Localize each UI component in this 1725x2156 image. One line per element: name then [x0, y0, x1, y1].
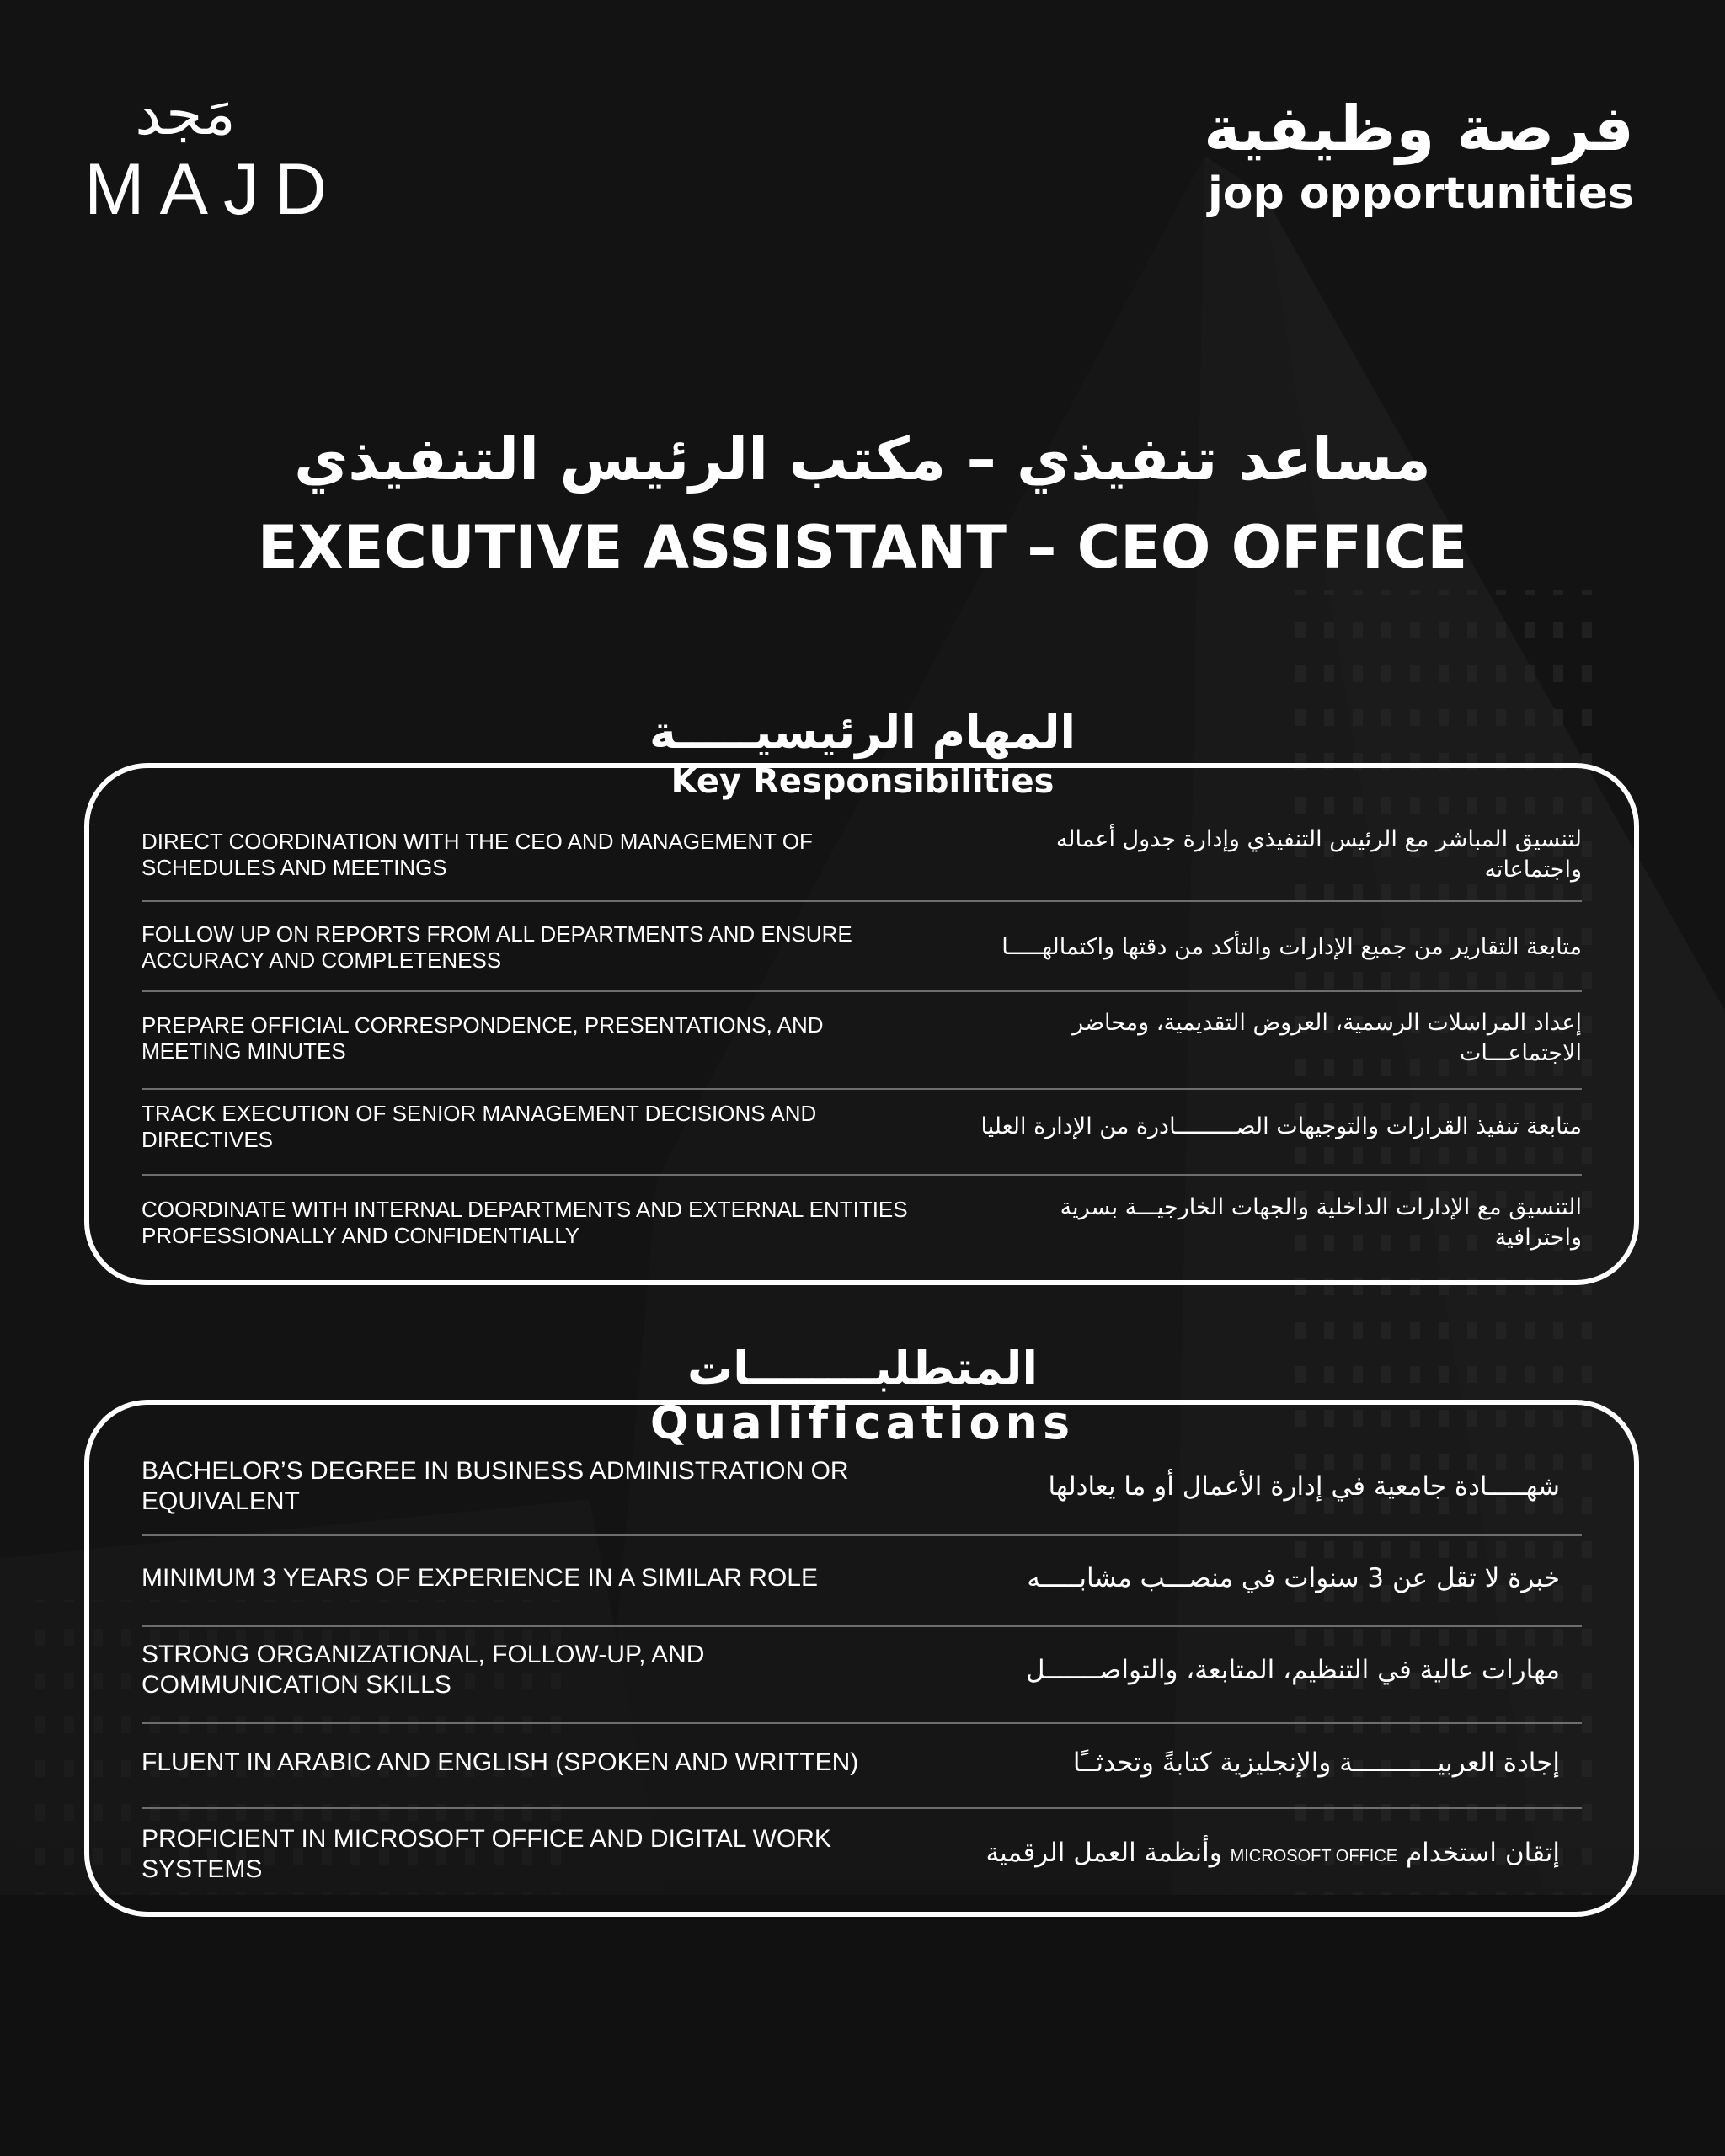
qualification-arabic	[953, 1838, 1582, 1871]
qualification-english: FLUENT IN ARABIC AND ENGLISH (SPOKEN AND WRITTEN)	[142, 1748, 859, 1776]
responsibility-english: DIRECT COORDINATION WITH THE CEO AND MANAGEMENT OF SCHEDULES AND MEETINGS	[142, 829, 813, 880]
responsibilities-heading-english: Key Responsibilities	[670, 762, 1055, 801]
row-divider	[142, 900, 1582, 902]
qualification-row	[142, 1641, 1582, 1699]
job-title-arabic: مساعد تنفيذي – مكتب الرئيس التنفيذي	[294, 424, 1431, 494]
qualification-arabic: مهارات عالية في التنظيم، المتابعة، والتواصـــــــل	[1026, 1655, 1560, 1685]
responsibilities-heading-arabic: المهام الرئيسيـــــة	[649, 706, 1076, 759]
row-divider	[142, 1534, 1582, 1536]
responsibility-row	[142, 914, 1582, 981]
qualification-row	[142, 1825, 1582, 1883]
qualification-english: BACHELOR’S DEGREE IN BUSINESS ADMINISTRATION OR EQUIVALENT	[142, 1457, 849, 1515]
responsibility-english: TRACK EXECUTION OF SENIOR MANAGEMENT DECISIONS AND DIRECTIVES	[142, 1101, 817, 1152]
qualifications-heading	[0, 1339, 1725, 1449]
qualification-arabic: إجادة العربيـــــــــــة والإنجليزية كتابةً وتحدثــًا	[1072, 1748, 1560, 1778]
responsibility-english: PREPARE OFFICIAL CORRESPONDENCE, PRESENTATIONS, AND MEETING MINUTES	[142, 1012, 824, 1064]
badge-arabic: فرصة وظيفية	[1204, 93, 1634, 165]
qualification-arabic: خبرة لا تقل عن 3 سنوات في منصـــب مشابـــــه	[1027, 1563, 1560, 1593]
logo-arabic-text: مَجد	[135, 79, 236, 148]
responsibility-arabic: متابعة تنفيذ القرارات والتوجيهات الصـــــــــادرة من الإدارة العليا	[980, 1113, 1582, 1139]
qualification-arabic-start: إتقان استخدام	[1405, 1838, 1560, 1868]
row-divider	[142, 1722, 1582, 1724]
row-divider	[142, 1174, 1582, 1176]
qualification-arabic-end: وأنظمة العمل الرقمية	[985, 1838, 1222, 1868]
row-divider	[142, 1625, 1582, 1627]
qualification-row	[142, 1737, 1582, 1788]
job-opportunity-badge	[1204, 91, 1634, 221]
responsibility-arabic: لتنسيق المباشر مع الرئيس التنفيذي وإدارة جدول أعماله واجتماعاته	[1055, 826, 1582, 883]
qualification-arabic: شهـــــادة جامعية في إدارة الأعمال أو ما يعادلها	[1048, 1471, 1560, 1502]
responsibilities-heading	[0, 703, 1725, 801]
responsibility-row	[142, 1005, 1582, 1072]
responsibility-arabic: التنسيق مع الإدارات الداخلية والجهات الخارجيـــة بسرية واحترافية	[1060, 1194, 1582, 1251]
qualification-english: STRONG ORGANIZATIONAL, FOLLOW-UP, AND COMMUNICATION SKILLS	[142, 1641, 705, 1699]
qualification-english: MINIMUM 3 YEARS OF EXPERIENCE IN A SIMILAR ROLE	[142, 1564, 818, 1592]
responsibility-english: FOLLOW UP ON REPORTS FROM ALL DEPARTMENTS AND ENSURE ACCURACY AND COMPLETENESS	[142, 921, 852, 973]
job-title-english: EXECUTIVE ASSISTANT – CEO OFFICE	[257, 513, 1468, 582]
qualification-english: PROFICIENT IN MICROSOFT OFFICE AND DIGITAL WORK SYSTEMS	[142, 1825, 831, 1883]
qualifications-heading-arabic: المتطلبــــــــات	[687, 1342, 1038, 1395]
badge-english: jop opportunities	[1207, 168, 1634, 219]
responsibility-row	[142, 1097, 1582, 1156]
logo-latin-text: MAJD	[84, 149, 343, 230]
responsibility-row	[142, 1189, 1582, 1257]
microsoft-office-label: MICROSOFT OFFICE	[1230, 1847, 1398, 1865]
responsibility-english: COORDINATE WITH INTERNAL DEPARTMENTS AND EXTERNAL ENTITIES PROFESSIONALLY AND CONFIDENTIALLY	[142, 1197, 908, 1248]
responsibility-row	[142, 821, 1582, 889]
job-title	[0, 413, 1725, 590]
qualifications-heading-english: Qualifications	[649, 1396, 1076, 1449]
row-divider	[142, 1807, 1582, 1809]
qualification-row	[142, 1457, 1582, 1515]
majd-logo	[84, 79, 343, 230]
responsibility-arabic: إعداد المراسلات الرسمية، العروض التقديمية، ومحاضر الاجتماعـــات	[1072, 1010, 1582, 1066]
row-divider	[142, 990, 1582, 992]
row-divider	[142, 1088, 1582, 1090]
responsibility-arabic: متابعة التقارير من جميع الإدارات والتأكد من دقتها واكتمالهـــــا	[1001, 934, 1582, 960]
qualification-row	[142, 1553, 1582, 1604]
